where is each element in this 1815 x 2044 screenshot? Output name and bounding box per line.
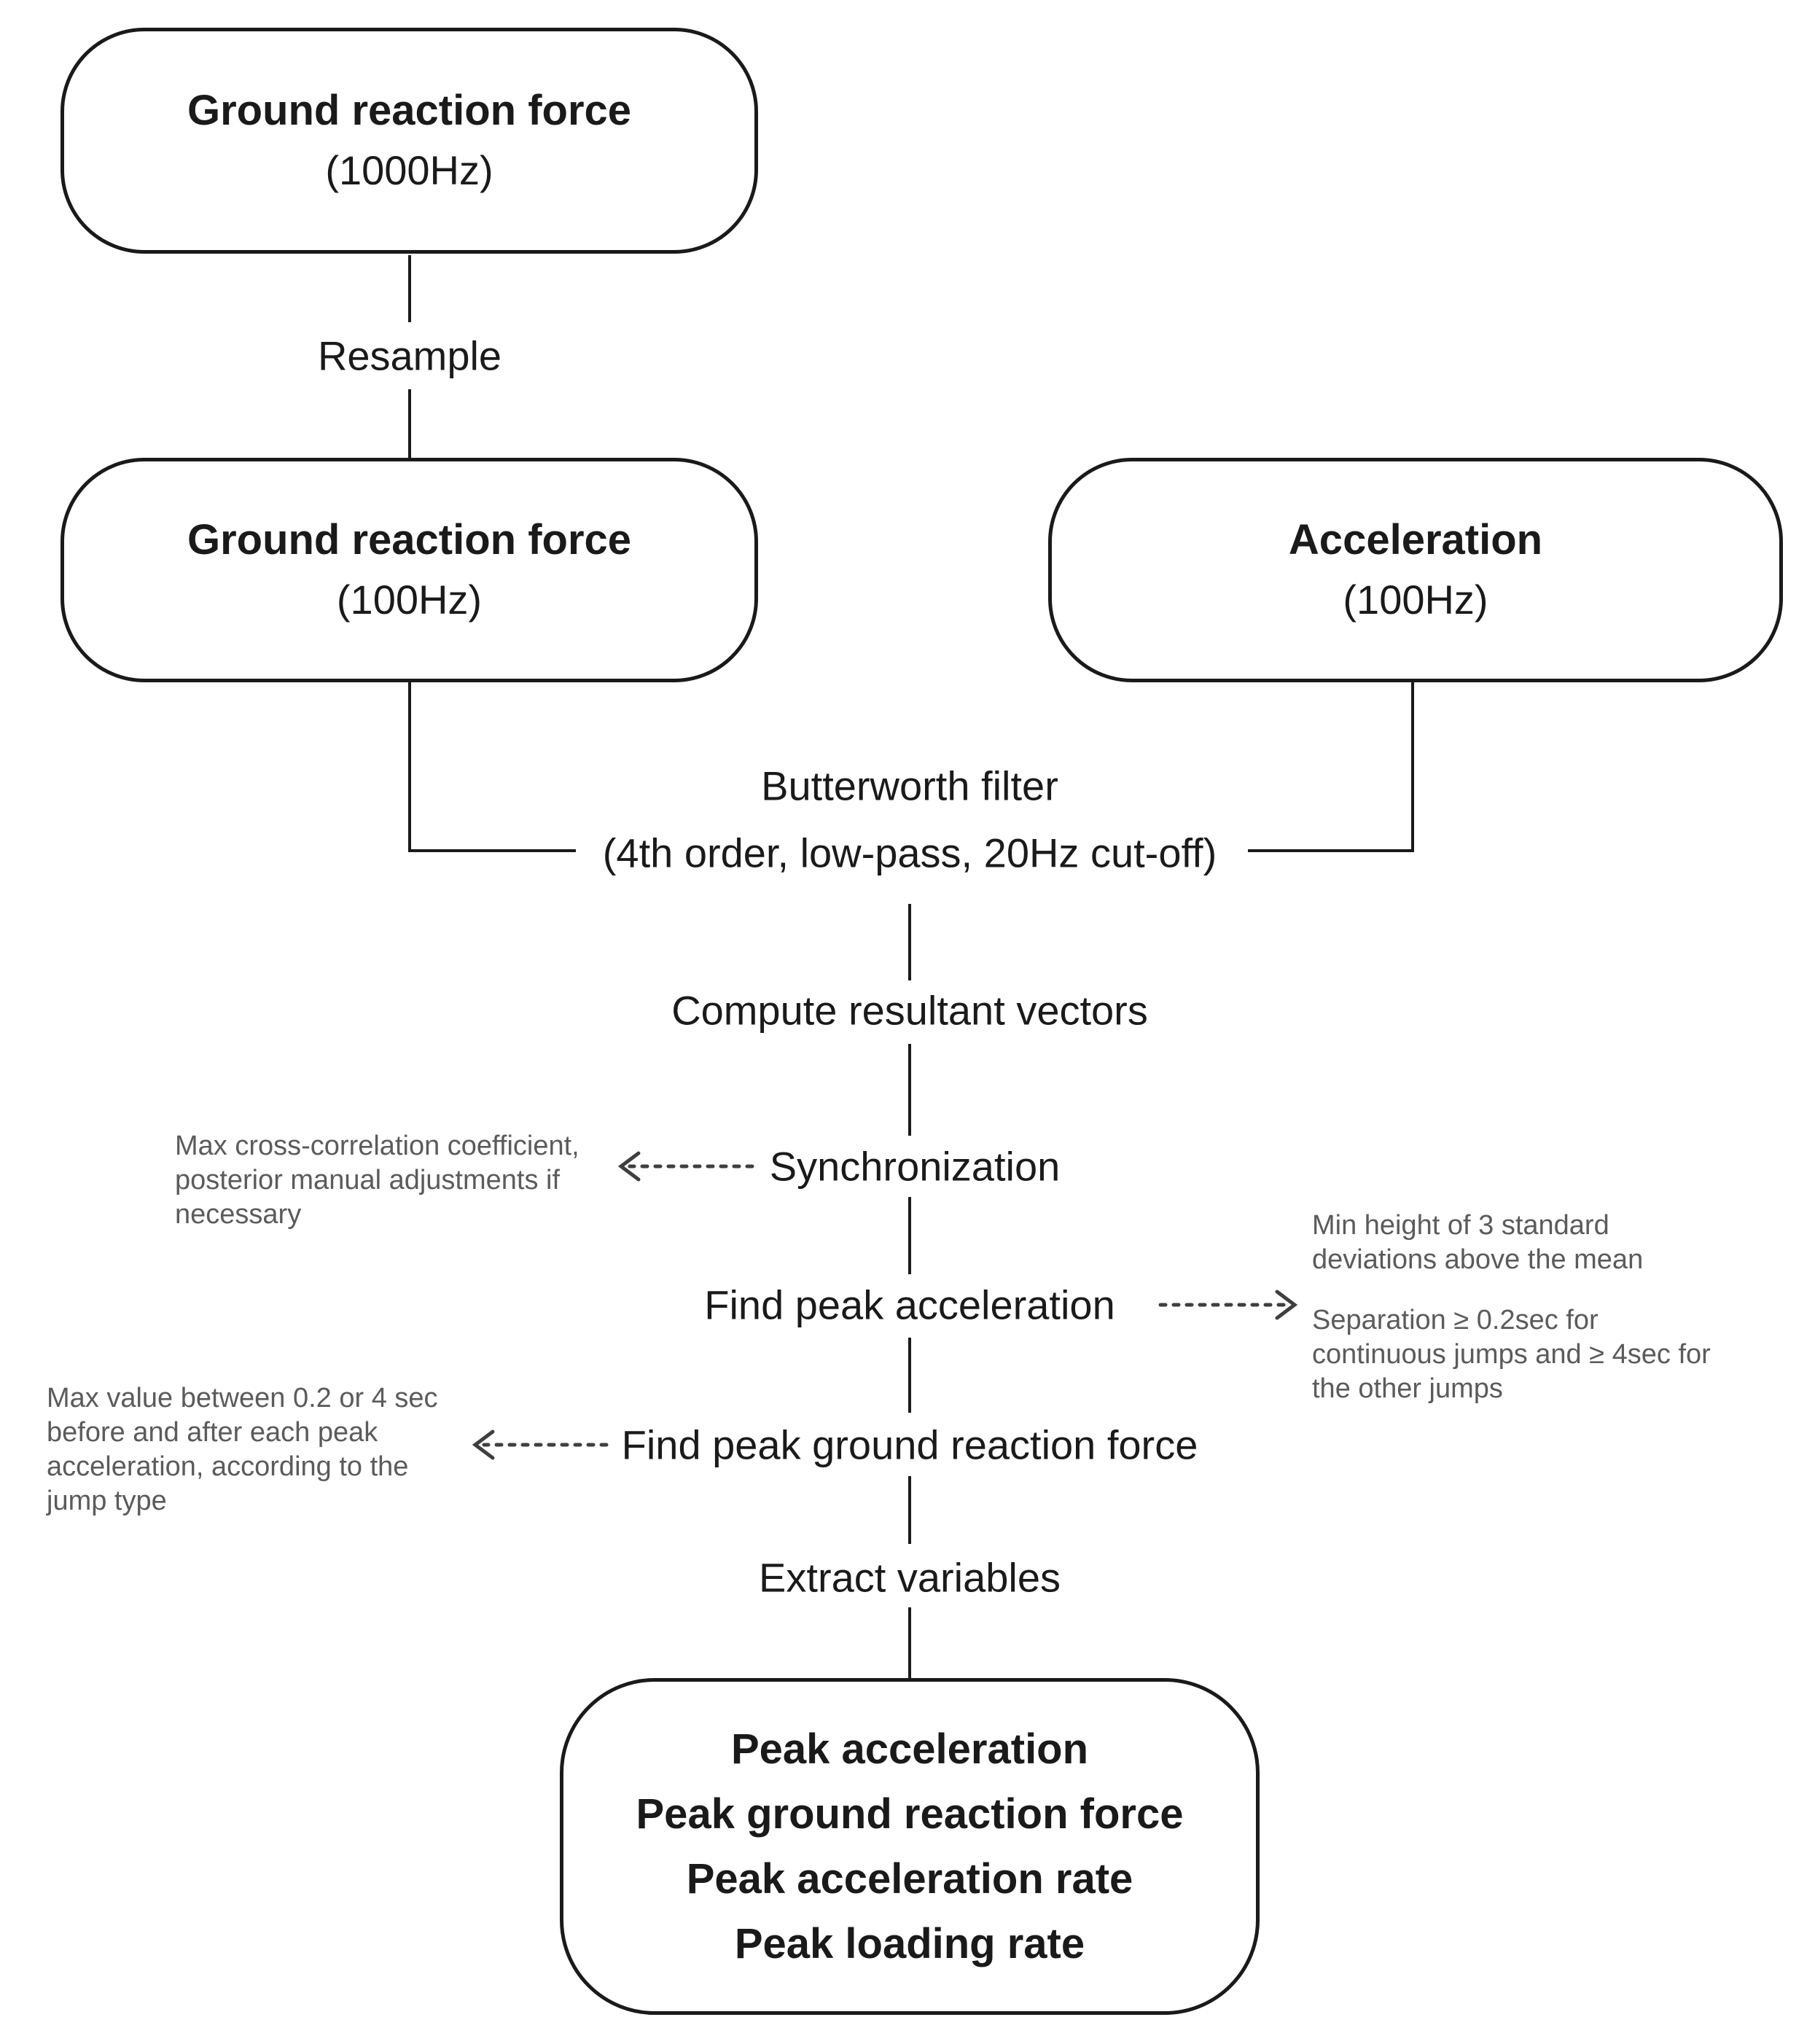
step-find-peak-ground-reaction-force: Find peak ground reaction force — [621, 1421, 1198, 1468]
note-find-peak-ground-reaction-force: Max value between 0.2 or 4 sec before and after each peak acceleration, according to the jump type — [47, 1383, 438, 1516]
step-resample: Resample — [317, 332, 502, 379]
connector-grf100-to-filter — [410, 682, 576, 851]
node-title: Ground reaction force — [187, 516, 632, 563]
output-variable: Peak loading rate — [734, 1920, 1085, 1967]
step-butterworth-filter-line1: Butterworth filter — [761, 762, 1058, 809]
note-paragraph: Separation ≥ 0.2sec for continuous jumps and ≥ 4sec for the other jumps — [1312, 1305, 1711, 1404]
note-paragraph: Min height of 3 standard deviations above the mean — [1312, 1210, 1644, 1275]
step-extract-variables: Extract variables — [759, 1554, 1061, 1601]
step-butterworth-filter-line2: (4th order, low-pass, 20Hz cut-off) — [602, 830, 1217, 876]
node-subtitle: (100Hz) — [336, 577, 483, 623]
output-variable: Peak ground reaction force — [636, 1790, 1184, 1838]
connector-acceleration-to-filter — [1248, 682, 1413, 851]
output-variable: Peak acceleration — [730, 1725, 1089, 1773]
step-synchronization: Synchronization — [769, 1143, 1061, 1190]
note-find-peak-acceleration — [1312, 1209, 1720, 1406]
node-extracted-variables — [560, 1678, 1260, 2015]
node-title: Ground reaction force — [187, 87, 632, 134]
step-find-peak-acceleration: Find peak acceleration — [704, 1282, 1115, 1328]
note-synchronization: Max cross-correlation coefficient, posterior manual adjustments if necessary — [175, 1131, 579, 1230]
node-subtitle: (100Hz) — [1343, 577, 1488, 623]
node-acceleration-100hz — [1048, 458, 1783, 682]
node-subtitle: (1000Hz) — [325, 147, 493, 193]
node-ground-reaction-force-1000hz — [60, 28, 758, 254]
node-title: Acceleration — [1288, 516, 1543, 563]
step-compute-resultant-vectors: Compute resultant vectors — [671, 987, 1148, 1034]
node-ground-reaction-force-100hz — [60, 458, 758, 682]
output-variable: Peak acceleration rate — [686, 1855, 1133, 1903]
